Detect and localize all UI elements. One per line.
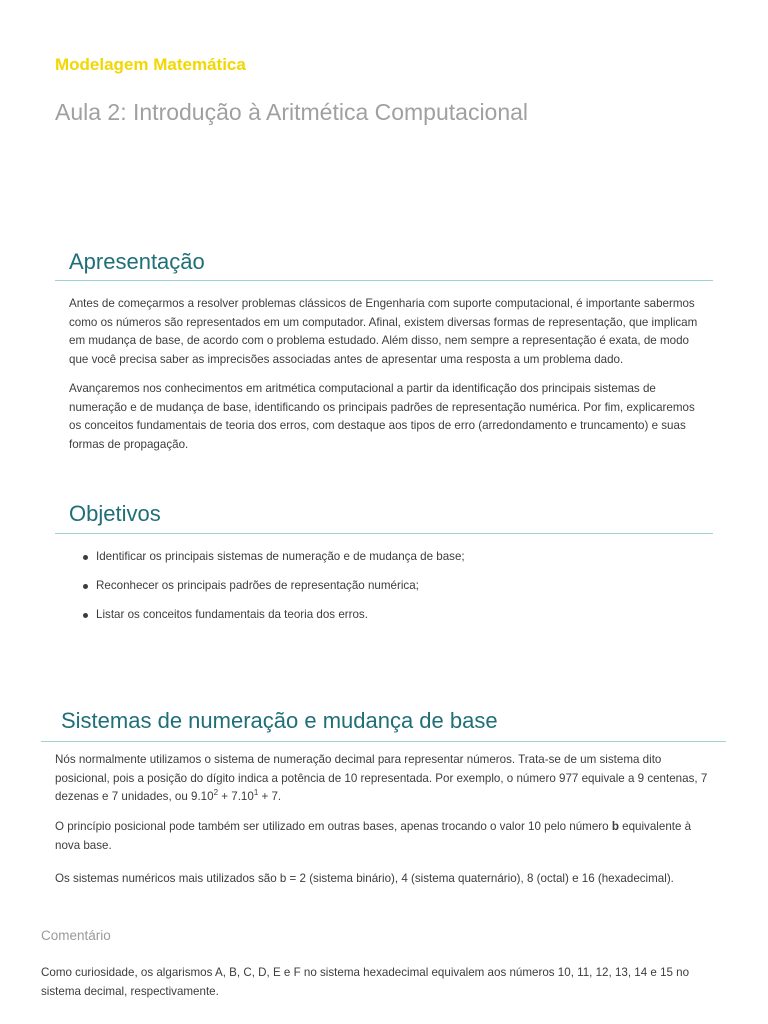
course-title: Modelagem Matemática xyxy=(55,55,246,74)
section-heading-sistemas: Sistemas de numeração e mudança de base xyxy=(41,708,726,742)
bullet-icon xyxy=(83,613,88,618)
bold-term: b xyxy=(611,820,619,834)
section-objetivos xyxy=(55,501,713,635)
paragraph-text: + 7.10 xyxy=(218,790,254,804)
section-heading-apresentacao: Apresentação xyxy=(55,249,713,281)
exponent: 1 xyxy=(253,788,259,798)
paragraph xyxy=(41,818,726,855)
paragraph-text: equivalente à nova base. xyxy=(55,820,692,852)
paragraph-text: + 7. xyxy=(258,790,282,804)
comment-label: Comentário xyxy=(41,928,111,943)
lesson-title: Aula 2: Introdução à Aritmética Computacional xyxy=(55,99,529,125)
paragraph: Antes de começarmos a resolver problemas clássicos de Engenharia com suporte computacional, é importante sabermos como os números são representados em um computador. Afinal, existem diversas formas de representação, que implicam em mudança de base, de acordo com o problema estudado. Além disso, nem sempre a representação é exata, de modo que você precisa saber as imprecisões associadas antes de apresentar uma resposta a um problema dado. xyxy=(69,297,698,367)
section-apresentacao xyxy=(55,249,713,455)
section-heading-objetivos: Objetivos xyxy=(55,501,713,534)
paragraph: Os sistemas numéricos mais utilizados são b = 2 (sistema binário), 4 (sistema quaternário), 8 (octal) e 16 (hexadecimal). xyxy=(55,871,674,885)
bullet-icon xyxy=(83,555,88,560)
paragraph xyxy=(41,751,726,807)
paragraph-text: Nós normalmente utilizamos o sistema de numeração decimal para representar números. Trata-se de um sistema dito posicional, pois a posição do dígito indica a potência de 10 representada. Por exemplo, o número 977 equivale a 9 centenas, 7 dezenas e 7 unidades, ou 9.10 xyxy=(55,753,708,804)
list-item xyxy=(83,606,713,624)
section-sistemas xyxy=(41,708,726,888)
objectives-list xyxy=(55,548,713,624)
list-item-text: Listar os conceitos fundamentais da teoria dos erros. xyxy=(96,608,368,621)
paragraph-text: O princípio posicional pode também ser utilizado em outras bases, apenas trocando o valor 10 pelo número xyxy=(55,820,612,834)
list-item-text: Identificar os principais sistemas de numeração e de mudança de base; xyxy=(96,550,465,563)
bullet-icon xyxy=(83,584,88,589)
paragraph: Avançaremos nos conhecimentos em aritmética computacional a partir da identificação dos principais sistemas de numeração e de mudança de base, identificando os principais padrões de representação numérica. Por fim, explicaremos os conceitos fundamentais de teoria dos erros, com destaque aos tipos de erro (arredondamento e truncamento) e suas formas de propagação. xyxy=(69,381,695,451)
exponent: 2 xyxy=(213,788,219,798)
list-item xyxy=(83,548,713,566)
comment-text: Como curiosidade, os algarismos A, B, C, D, E e F no sistema hexadecimal equivalem aos números 10, 11, 12, 13, 14 e 15 no sistema decimal, respectivamente. xyxy=(41,966,690,998)
list-item-text: Reconhecer os principais padrões de representação numérica; xyxy=(96,579,419,592)
list-item xyxy=(83,577,713,595)
